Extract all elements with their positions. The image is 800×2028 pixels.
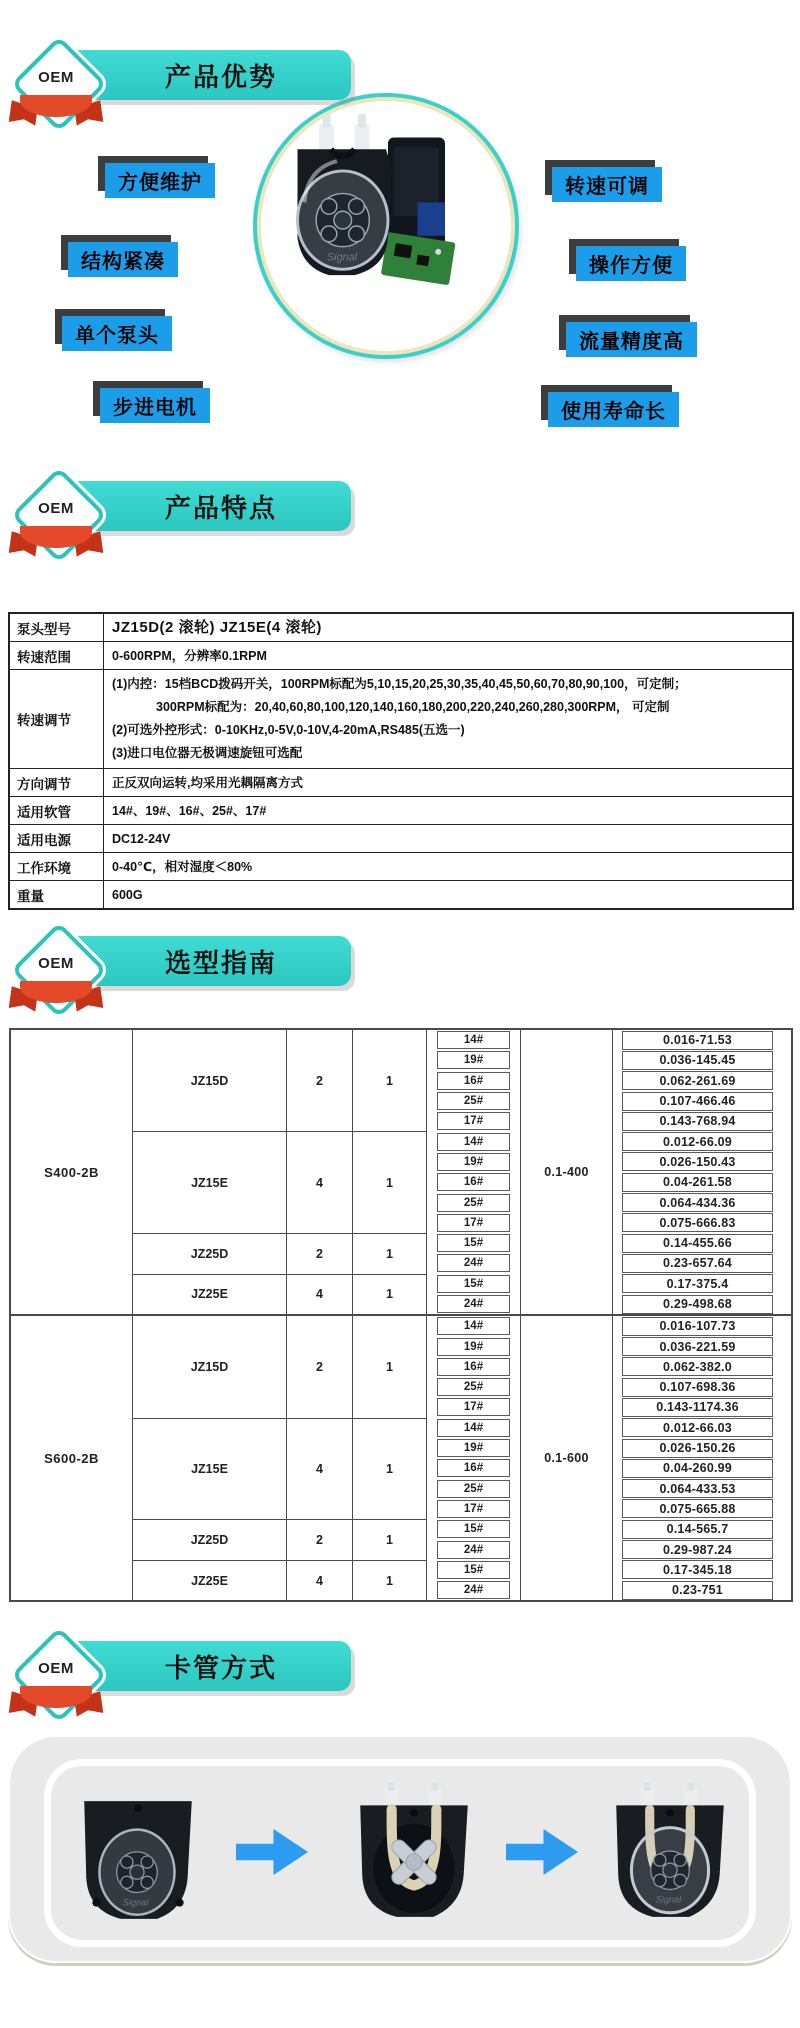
spec-text-line: 0-40℃，相对湿度＜80% [112, 859, 253, 874]
flow-range-cell [612, 1479, 791, 1499]
flow-range: 0.026-150.43 [622, 1152, 773, 1171]
channels-count-cell: 1 [352, 1560, 426, 1601]
tube-size-cell [426, 1152, 520, 1172]
svg-text:Signal: Signal [655, 1894, 682, 1905]
ribbon-icon [10, 979, 102, 1013]
rollers-count-cell: 2 [286, 1316, 352, 1417]
spec-row [10, 768, 792, 796]
clamp-method-panel [8, 1735, 792, 1963]
flow-range-cell [612, 1458, 791, 1478]
tube-size-cell [426, 1233, 520, 1253]
tube-size-cell [426, 1030, 520, 1050]
tube-size: 16# [437, 1358, 510, 1376]
flow-range-cell [612, 1030, 791, 1050]
product-photo-circle [253, 93, 519, 359]
tube-size-cell [426, 1071, 520, 1091]
feature-label: 方便维护 [105, 163, 215, 198]
spec-value [104, 670, 792, 768]
selection-section-s600-2b [11, 1314, 791, 1600]
flow-range: 0.036-145.45 [622, 1051, 773, 1070]
oem-badge-label: OEM [38, 955, 74, 972]
tube-size: 24# [437, 1295, 510, 1313]
section-title: 卡管方式 [164, 1652, 277, 1683]
feature-label: 转速可调 [552, 167, 662, 202]
feature-label: 步进电机 [100, 388, 210, 423]
spec-value [104, 769, 792, 796]
tube-size-cell [426, 1397, 520, 1417]
oem-badge-label: OEM [38, 500, 74, 517]
spec-text-line: 14#、19#、16#、25#、17# [112, 803, 267, 818]
tube-size-cell [426, 1172, 520, 1192]
flow-range: 0.04-260.99 [622, 1459, 773, 1478]
tube-size: 16# [437, 1459, 510, 1477]
tube-size-cell [426, 1294, 520, 1314]
tube-size: 14# [437, 1317, 510, 1335]
tube-size: 15# [437, 1561, 510, 1579]
flow-range-cell [612, 1357, 791, 1377]
selection-table [9, 1028, 793, 1602]
tube-size-cell [426, 1253, 520, 1273]
flow-range: 0.29-498.68 [622, 1295, 773, 1314]
channels-count-cell: 1 [352, 1519, 426, 1560]
tube-size-cell [426, 1111, 520, 1131]
spec-text-line: (2)可选外控形式：0-10KHz,0-5V,0-10V,4-20mA,RS485(五选一) [112, 723, 465, 737]
tube-size: 19# [437, 1153, 510, 1171]
tube-size: 17# [437, 1214, 510, 1232]
flow-range: 0.075-665.88 [622, 1499, 773, 1518]
flow-range: 0.04-261.58 [622, 1173, 773, 1192]
ribbon-icon [10, 93, 102, 127]
spec-row [10, 852, 792, 880]
flow-range-cell [612, 1580, 791, 1600]
tube-size: 25# [437, 1378, 510, 1396]
flow-range-cell [612, 1377, 791, 1397]
model-cell: JZ15D [132, 1030, 286, 1131]
spec-value [104, 853, 792, 880]
model-cell: JZ15E [132, 1418, 286, 1519]
oem-badge-label: OEM [38, 69, 74, 86]
flow-range-cell [612, 1192, 791, 1212]
model-cell: JZ25E [132, 1274, 286, 1315]
tube-size: 17# [437, 1398, 510, 1416]
flow-range-cell [612, 1091, 791, 1111]
flow-range: 0.062-382.0 [622, 1357, 773, 1376]
flow-range: 0.012-66.09 [622, 1132, 773, 1151]
flow-range-cell [612, 1336, 791, 1356]
series-cell: S600-2B [44, 1450, 99, 1466]
flow-range: 0.064-434.36 [622, 1193, 773, 1212]
model-cell: JZ25D [132, 1233, 286, 1274]
feature-label: 使用寿命长 [548, 392, 679, 427]
spec-label: 转速范围 [10, 642, 104, 669]
spec-row [10, 641, 792, 669]
speed-range-cell: 0.1-400 [520, 1030, 612, 1314]
model-cell: JZ15D [132, 1316, 286, 1417]
tube-size-cell [426, 1377, 520, 1397]
flow-range: 0.14-565.7 [622, 1520, 773, 1539]
channels-count-cell: 1 [352, 1316, 426, 1417]
model-cell: JZ25D [132, 1519, 286, 1560]
channels-count-cell: 1 [352, 1233, 426, 1274]
spec-text-line: 正反双向运转,均采用光耦隔离方式 [112, 775, 303, 790]
rollers-count-cell: 2 [286, 1519, 352, 1560]
flow-range: 0.23-657.64 [622, 1254, 773, 1273]
tube-size-cell [426, 1131, 520, 1151]
tube-size: 14# [437, 1419, 510, 1437]
spec-label: 工作环境 [10, 853, 104, 880]
spec-text-line: 600G [112, 887, 143, 902]
svg-text:Signal: Signal [327, 251, 358, 264]
tube-size: 15# [437, 1520, 510, 1538]
tube-size: 14# [437, 1133, 510, 1151]
flow-range: 0.036-221.59 [622, 1337, 773, 1356]
flow-range-cell [612, 1152, 791, 1172]
tube-size-cell [426, 1091, 520, 1111]
tube-size-cell [426, 1316, 520, 1336]
rollers-count-cell: 2 [286, 1030, 352, 1131]
spec-text-line: 300RPM标配为：20,40,60,80,100,120,140,160,180,200,220,240,260,280,300RPM， 可定制 [156, 700, 670, 714]
tube-size: 17# [437, 1112, 510, 1130]
tube-size-cell [426, 1336, 520, 1356]
tube-size: 14# [437, 1031, 510, 1049]
spec-label: 转速调节 [10, 670, 104, 768]
tube-size-cell [426, 1519, 520, 1539]
pump-step1-closed [72, 1789, 204, 1931]
oem-badge-label: OEM [38, 1660, 74, 1677]
spec-label: 泵头型号 [10, 614, 104, 641]
flow-range-cell [612, 1294, 791, 1314]
ribbon-icon [10, 1684, 102, 1718]
spec-value [104, 881, 792, 908]
section-header-features [0, 468, 430, 594]
feature-label: 操作方便 [576, 246, 686, 281]
flow-range: 0.143-1174.36 [622, 1398, 773, 1417]
spec-text-line: 0-600RPM，分辨率0.1RPM [112, 648, 267, 663]
feature-label: 流量精度高 [566, 322, 697, 357]
spec-text-line: (3)进口电位器无极调速旋钮可选配 [112, 746, 303, 760]
flow-range: 0.026-150.26 [622, 1439, 773, 1458]
tube-size-cell [426, 1438, 520, 1458]
oem-badge [8, 923, 104, 1049]
spec-row [10, 880, 792, 908]
flow-range: 0.14-455.66 [622, 1234, 773, 1253]
spec-row [10, 824, 792, 852]
tube-size: 24# [437, 1254, 510, 1272]
tube-size: 16# [437, 1072, 510, 1090]
flow-range: 0.29-987.24 [622, 1540, 773, 1559]
rollers-count-cell: 4 [286, 1418, 352, 1519]
tube-size-cell [426, 1357, 520, 1377]
tube-size: 19# [437, 1051, 510, 1069]
tube-size: 19# [437, 1338, 510, 1356]
spec-label: 方向调节 [10, 769, 104, 796]
tube-size: 25# [437, 1480, 510, 1498]
ribbon-icon [10, 524, 102, 558]
tube-size-cell [426, 1192, 520, 1212]
flow-range: 0.016-107.73 [622, 1317, 773, 1336]
flow-range: 0.064-433.53 [622, 1479, 773, 1498]
spec-label: 适用软管 [10, 797, 104, 824]
tube-size-cell [426, 1274, 520, 1294]
channels-count-cell: 1 [352, 1418, 426, 1519]
specs-table [8, 612, 794, 910]
flow-range: 0.17-375.4 [622, 1274, 773, 1293]
tube-size-cell [426, 1479, 520, 1499]
oem-badge [8, 37, 104, 163]
flow-range-cell [612, 1071, 791, 1091]
spec-value [104, 642, 792, 669]
channels-count-cell: 1 [352, 1131, 426, 1232]
channels-count-cell: 1 [352, 1274, 426, 1315]
spec-row [10, 614, 792, 641]
flow-range-cell [612, 1213, 791, 1233]
tube-size-cell [426, 1499, 520, 1519]
flow-range-cell [612, 1111, 791, 1131]
tube-size: 25# [437, 1092, 510, 1110]
flow-range-cell [612, 1499, 791, 1519]
feature-label: 结构紧凑 [68, 242, 178, 277]
tube-size-cell [426, 1050, 520, 1070]
flow-range-cell [612, 1253, 791, 1273]
flow-range-cell [612, 1397, 791, 1417]
rollers-count-cell: 4 [286, 1560, 352, 1601]
flow-range-cell [612, 1233, 791, 1253]
flow-range: 0.17-345.18 [622, 1560, 773, 1579]
tube-size-cell [426, 1580, 520, 1600]
tube-size: 25# [437, 1194, 510, 1212]
flow-range-cell [612, 1131, 791, 1151]
svg-text:Signal: Signal [122, 1897, 149, 1908]
tube-size: 24# [437, 1541, 510, 1559]
pump-step2-tube-loaded [348, 1783, 480, 1925]
section-title: 选型指南 [164, 947, 277, 978]
model-cell: JZ25E [132, 1560, 286, 1601]
spec-row [10, 669, 792, 768]
flow-range-cell [612, 1316, 791, 1336]
flow-range-cell [612, 1274, 791, 1294]
rollers-count-cell: 4 [286, 1131, 352, 1232]
tube-size: 15# [437, 1275, 510, 1293]
flow-range-cell [612, 1418, 791, 1438]
tube-size-cell [426, 1418, 520, 1438]
rollers-count-cell: 2 [286, 1233, 352, 1274]
oem-badge [8, 468, 104, 594]
spec-label: 重量 [10, 881, 104, 908]
oem-badge [8, 1628, 104, 1754]
flow-range-cell [612, 1560, 791, 1580]
tube-size-cell [426, 1458, 520, 1478]
pump-step3-cover-closed [600, 1783, 740, 1925]
spec-value [104, 825, 792, 852]
series-cell: S400-2B [44, 1164, 99, 1180]
section-title: 产品特点 [164, 492, 277, 523]
flow-range-cell [612, 1172, 791, 1192]
model-cell: JZ15E [132, 1131, 286, 1232]
flow-range: 0.016-71.53 [622, 1031, 773, 1050]
tube-size-cell [426, 1539, 520, 1559]
rollers-count-cell: 4 [286, 1274, 352, 1315]
tube-size: 24# [437, 1581, 510, 1599]
flow-range-cell [612, 1050, 791, 1070]
flow-range-cell [612, 1519, 791, 1539]
pump-photo [268, 108, 504, 344]
flow-range: 0.062-261.69 [622, 1071, 773, 1090]
spec-text-line: JZ15D(2 滚轮) JZ15E(4 滚轮) [112, 618, 322, 636]
spec-text-line: (1)内控：15档BCD拨码开关，100RPM标配为5,10,15,20,25,30,35,40,45,50,60,70,80,90,100，可定制； [112, 677, 687, 691]
flow-range: 0.23-751 [622, 1581, 773, 1600]
flow-range: 0.012-66.03 [622, 1418, 773, 1437]
selection-section-s400-2b [11, 1030, 791, 1314]
section-title: 产品优势 [164, 61, 277, 92]
tube-size-cell [426, 1560, 520, 1580]
speed-range-cell: 0.1-600 [520, 1316, 612, 1600]
spec-text-line: DC12-24V [112, 831, 171, 846]
flow-range: 0.107-466.46 [622, 1092, 773, 1111]
flow-range: 0.107-698.36 [622, 1378, 773, 1397]
tube-size-cell [426, 1213, 520, 1233]
tube-size: 17# [437, 1500, 510, 1518]
tube-size: 19# [437, 1439, 510, 1457]
spec-row [10, 796, 792, 824]
spec-value [104, 614, 792, 641]
flow-range-cell [612, 1438, 791, 1458]
spec-value [104, 797, 792, 824]
spec-label: 适用电源 [10, 825, 104, 852]
flow-range: 0.075-666.83 [622, 1213, 773, 1232]
feature-label: 单个泵头 [62, 316, 172, 351]
tube-size: 16# [437, 1173, 510, 1191]
flow-range-cell [612, 1539, 791, 1559]
channels-count-cell: 1 [352, 1030, 426, 1131]
flow-range: 0.143-768.94 [622, 1112, 773, 1131]
tube-size: 15# [437, 1234, 510, 1252]
